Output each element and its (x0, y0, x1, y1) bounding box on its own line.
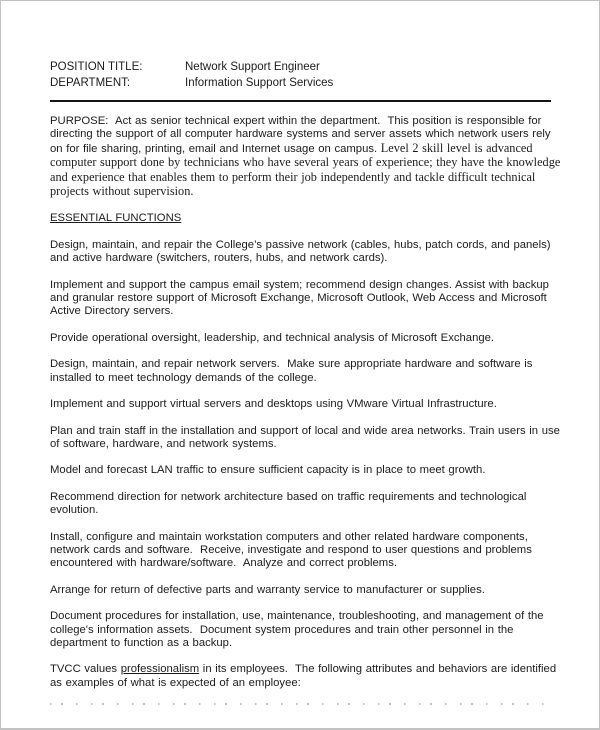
department-value: Information Support Services (185, 76, 334, 89)
tvcc-prefix-text: TVCC values (50, 663, 121, 676)
tvcc-underlined-text: professionalism (120, 663, 200, 676)
function-paragraph: Install, configure and maintain workstation computers and other related hardware components, network cards and software. Receive, investigate and respond to user questions and problems encountered with hardware/software. Analyze and correct problems. (50, 530, 536, 570)
function-paragraph: Document procedures for installation, use, maintenance, troubleshooting, and management of the college's information assets. Document system procedures and train other personnel in the department to function as a backup. (50, 610, 548, 649)
function-paragraph: Arrange for return of defective parts and warranty service to manufacturer or supplies. (50, 583, 485, 596)
position-title-row (50, 60, 563, 76)
department-row (50, 76, 563, 92)
clipped-next-line (50, 703, 548, 705)
tvcc-paragraph (50, 663, 563, 690)
purpose-paragraph (50, 115, 563, 199)
position-title-value: Network Support Engineer (185, 61, 320, 73)
function-paragraph: Model and forecast LAN traffic to ensure sufficient capacity is in place to meet growth. (50, 464, 486, 477)
essential-functions-heading: ESSENTIAL FUNCTIONS (50, 212, 182, 225)
purpose-lead-text: PURPOSE: Act as senior technical expert within the department. This position is responsible for directing the support of all computer hardware systems and server assets which network users rely on for file sharing, printing, email and Internet usage on campus. (50, 115, 555, 155)
tvcc-suffix-text: in its employees. The following attributes and behaviors are identified as examples of what is expected of an employee: (50, 663, 560, 689)
position-title-label: POSITION TITLE: (50, 61, 143, 73)
function-paragraph: Provide operational oversight, leadership, and technical analysis of Microsoft Exchange. (50, 331, 495, 344)
function-paragraph: Implement and support virtual servers and desktops using VMware Virtual Infrastructure. (50, 398, 497, 411)
function-paragraph: Design, maintain, and repair network servers. Make sure appropriate hardware and software is installed to meet technology demands of the college. (50, 358, 537, 384)
function-paragraph: Design, maintain, and repair the College’s passive network (cables, hubs, patch cords, and panels) and active hardware (switchers, routers, hubs, and network cards). (50, 238, 555, 265)
document-content (1, 1, 599, 705)
header-divider (50, 100, 551, 102)
purpose-serif-text: Level 2 skill level is advanced computer support done by technicians who have several years of experience; they have the knowledge and experience that enables them to perform their job independently and tackle difficult technical projects without supervision. (50, 140, 564, 199)
department-label: DEPARTMENT: (50, 76, 131, 89)
function-paragraph: Implement and support the campus email system; recommend design changes. Assist with backup and granular restore support of Microsoft Exchange, Microsoft Outlook, Web Access and Microsoft Active Directory servers. (50, 278, 553, 318)
function-paragraph: Recommend direction for network architecture based on traffic requirements and technological evolution. (50, 490, 531, 517)
function-paragraph: Plan and train staff in the installation and support of local and wide area networks. Train users in use of software, hardware, and network systems. (50, 424, 564, 450)
